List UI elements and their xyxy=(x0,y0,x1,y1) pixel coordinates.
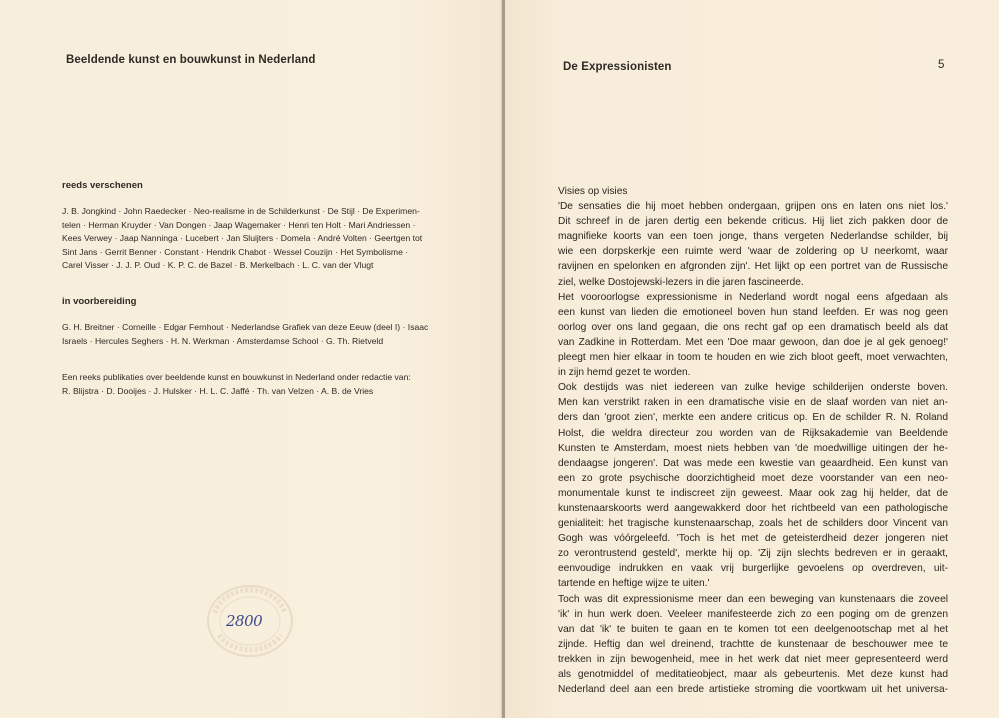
body-line: dendaagse jongeren'. Dat was mede een kwestie van geaardheid. Een kunst van xyxy=(558,457,948,469)
published-line: Carel Visser · J. J. P. Oud · K. P. C. de Bazel · B. Merkelbach · L. C. van der Vlugt xyxy=(62,260,374,271)
body-line: wie een dorpskerkje een ruimte werd 'waar de zoldering op U neerkomt, waar xyxy=(558,246,948,258)
body-line: Men kan verstrikt raken in een dramatische visie en de slaaf worden van niet an- xyxy=(558,397,948,409)
body-line: Gogh was vóórgeleefd. 'Toch is het met de geteisterdheid dezer jongeren niet xyxy=(558,533,948,545)
body-line: eenvoudige indrukken en vaak vrij burgerlijke gevoelens op overdreven, uit- xyxy=(558,563,948,575)
body-line: als genotmiddel of meditatieobject, maar als gebeurtenis. Met deze kunst had xyxy=(558,669,948,680)
body-line: genialiteit: het tragische kunstenaarschap, zoals het de schilders door Vincent van xyxy=(558,518,948,530)
editors-note xyxy=(62,371,434,398)
published-line: Sint Jans · Gerrit Benner · Constant · Hendrik Chabot · Wessel Couzijn · Het Symbolisme · xyxy=(62,246,409,257)
body-line: kunstenaarskoorts werd aangewakkerd door het richtbeeld van een pathologische xyxy=(558,502,948,514)
published-line: Kees Verwey · Jaap Nanninga · Lucebert · Jan Sluijters · Domela · André Volten · Geertgen tot xyxy=(62,233,423,244)
published-label: reeds verschenen xyxy=(62,180,143,191)
body-line: Nederland deel aan een brede artistieke stroming die voortkwam uit het universa- xyxy=(558,684,948,696)
body-line: ziel, welke Dostojewski-lezers in die jaren fascineerde. xyxy=(558,276,804,288)
body-line: ravijnen en spelonken en afgronden zijn'. Het lijkt op een portret van de Russische xyxy=(558,261,948,273)
handwritten-number: 2800 xyxy=(226,612,263,630)
in-preparation-line: G. H. Breitner · Corneille · Edgar Fernhout · Nederlandse Grafiek van deze Eeuw (deel I) · Isaac xyxy=(62,322,429,332)
body-line: zo verontrustend gesteld', merkte hij op. 'Zij zijn slechts bedreven er in geraakt, xyxy=(558,548,948,560)
published-line: J. B. Jongkind · John Raedecker · Neo-realisme in de Schilderkunst · De Stijl · De Experimen- xyxy=(62,206,420,216)
in-preparation-label: in voorbereiding xyxy=(62,296,137,307)
body-line: Toch was dit expressionisme meer dan een beweging van kunstenaars die zoveel xyxy=(558,593,948,605)
body-lines xyxy=(558,199,948,697)
body-text xyxy=(558,184,948,697)
body-line: pleegt men hier elkaar in toom te houden en wie zich bloot geeft, moet verwachten, xyxy=(558,352,948,364)
body-line: zijnde. Heftig dan wel dreinend, trachtte de kunstenaar de beschouwer mee te xyxy=(558,638,948,650)
body-line: 'De sensaties die hij moet hebben ondergaan, grijpen ons en laten ons niet los.' xyxy=(558,201,948,213)
published-line: telen · Herman Kruyder · Van Dongen · Jaap Wagemaker · Henri ten Holt · Mari Andriessen · xyxy=(62,219,416,230)
body-line: magnifieke koorts van een toen jonge, thans vergeten Nederlandse schilder, bij xyxy=(558,231,948,243)
body-line: in zijn hemd gezet te worden. xyxy=(558,367,691,379)
body-line: Het vooroorlogse expressionisme in Nederland wordt nogal eens afgedaan als xyxy=(558,291,948,303)
body-line: een kunst van lieden die emotioneel boven hun stand leefden. Er was nog geen xyxy=(558,306,948,318)
body-line: Kunsten te Amsterdam, moest niets hebben van 'de moedwillige uitingen der he- xyxy=(558,442,948,454)
editors-line: Een reeks publikaties over beeldende kunst en bouwkunst in Nederland onder redactie van: xyxy=(62,372,411,382)
in-preparation-line: Israels · Hercules Seghers · H. N. Werkman · Amsterdamse School · G. Th. Rietveld xyxy=(62,335,384,346)
body-line: Holst, die weldra directeur zou worden van de Rijksakademie van Beeldende xyxy=(558,427,948,439)
body-line: Dit schreef in de jaren dertig een bekende criticus. Hij liet zich pakken door de xyxy=(558,216,948,228)
body-line: oorlog over ons land gegaan, die ons recht gaf op een dramatisch beeld als dat xyxy=(558,321,948,333)
running-head-left: Beeldende kunst en bouwkunst in Nederland xyxy=(66,54,316,66)
in-preparation-list xyxy=(62,321,434,348)
right-page xyxy=(505,0,999,718)
body-line: Ook destijds was niet iedereen van zulke hevige schilderijen onderste boven. xyxy=(558,382,948,394)
body-line: een zo grote psychische doorzichtigheid moet deze voorstander van een neo- xyxy=(558,472,948,484)
body-line: trekken in zijn bewogenheid, mee in het werk dat niet meer gepresenteerd werd xyxy=(558,653,948,665)
section-subheading: Visies op visies xyxy=(558,186,628,197)
running-head-right: De Expressionisten xyxy=(563,61,672,73)
body-line: monumentale kunst te indiscreet zijn geweest. Maar ook zag hij helder, dat de xyxy=(558,487,948,499)
page-number: 5 xyxy=(938,59,945,71)
body-line: van dat 'ik' te buiten te gaan en te komen tot een deelgenootschap met al het xyxy=(558,623,948,635)
editors-line: R. Blijstra · D. Dooijes · J. Hulsker · H. L. C. Jaffé · Th. van Velzen · A. B. de Vries xyxy=(62,385,374,396)
body-line: ders dan 'groot zien', merkte een andere criticus op. En de schilder R. N. Roland xyxy=(558,412,948,424)
published-list xyxy=(62,205,434,273)
body-line: van Zadkine in Rotterdam. Met een 'Doe maar gewoon, dan doe je al gek genoeg!' xyxy=(558,336,948,348)
body-line: tartende en heftige wijze te uiten.' xyxy=(558,578,710,590)
body-line: 'ik' in hun werk doen. Veeleer manifesteerde zich zo een poging om de grenzen xyxy=(558,608,948,620)
